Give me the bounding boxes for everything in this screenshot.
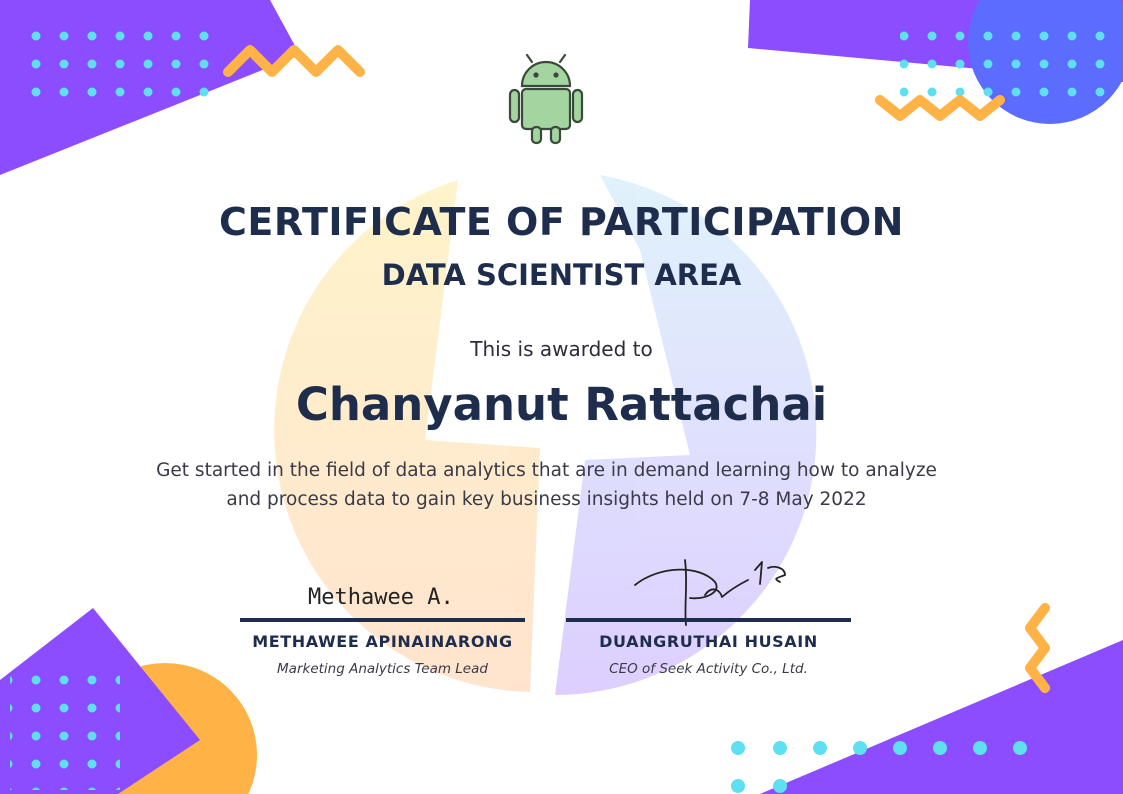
signature-line — [566, 618, 851, 622]
certificate-title: CERTIFICATE OF PARTICIPATION — [219, 200, 904, 244]
signatory-name: DUANGRUTHAI HUSAIN — [599, 632, 818, 651]
top-left-dots — [20, 20, 220, 110]
signatory-block-2 — [566, 618, 851, 677]
signature-methawee: Methawee A. — [308, 585, 454, 610]
signatory-role: Marketing Analytics Team Lead — [277, 661, 488, 677]
certificate-description: Get started in the field of data analytics that are in demand learning how to analyze and process data to gain key business insights held on 7-8 May 2022 — [156, 460, 937, 510]
awarded-to-text: This is awarded to — [470, 337, 653, 361]
signatory-role: CEO of Seek Activity Co., Ltd. — [609, 661, 808, 677]
bottom-left-dots — [10, 665, 120, 790]
center-watermark-shape — [274, 175, 816, 695]
signatory-block-1 — [240, 618, 525, 677]
recipient-name: Chanyanut Rattachai — [295, 378, 828, 431]
signature-line — [240, 618, 525, 622]
certificate-subtitle: DATA SCIENTIST AREA — [381, 258, 742, 292]
top-right-zigzag — [880, 100, 1000, 116]
android-robot-icon — [510, 55, 582, 143]
top-right-dots — [900, 20, 1115, 100]
signatory-name: METHAWEE APINAINARONG — [252, 632, 513, 651]
